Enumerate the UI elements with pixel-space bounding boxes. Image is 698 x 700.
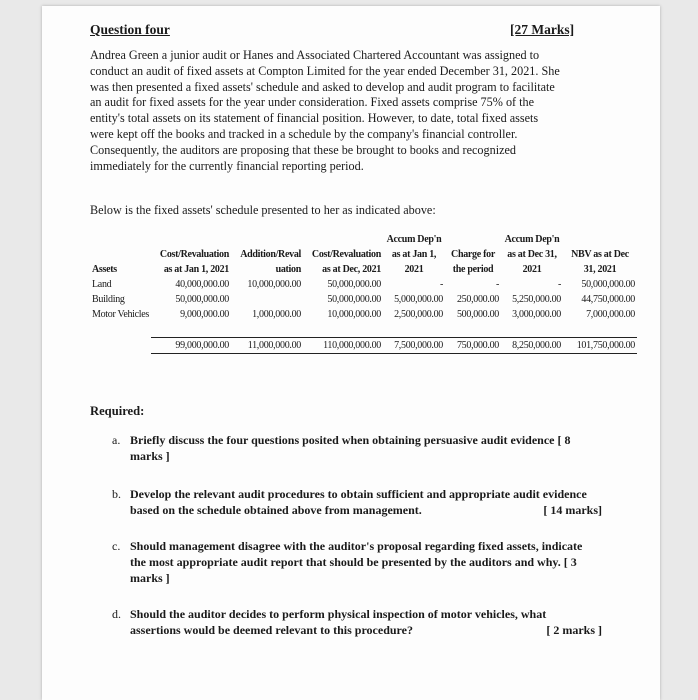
question-marks-b: [ 14 marks] — [543, 503, 602, 517]
table-cell: 9,000,000.00 — [180, 309, 229, 320]
table-cell: 50,000,000.00 — [327, 279, 381, 290]
table-cell: 10,000,000.00 — [327, 309, 381, 320]
table-cell: as at Jan 1, 2021 — [163, 264, 229, 275]
scenario-line: were kept off the books and tracked in a schedule by the company's financial controller. — [90, 126, 518, 141]
table-cell — [90, 232, 151, 247]
question-a — [112, 432, 602, 464]
question-title: Question four — [90, 22, 170, 37]
table-cell — [445, 232, 501, 247]
question-text: marks ] — [130, 571, 170, 585]
table-cell: 5,250,000.00 — [512, 294, 561, 305]
question-text: marks ] — [130, 449, 170, 463]
table-cell: 3,000,000.00 — [512, 309, 561, 320]
table-cell: 40,000,000.00 — [175, 279, 229, 290]
question-text: Should management disagree with the auditor's proposal regarding fixed assets, indicate — [130, 539, 583, 553]
table-header-row — [90, 232, 637, 247]
scenario-line: an audit for fixed assets for the year under consideration. Fixed assets comprise 75% of the — [90, 95, 535, 110]
table-cell: 500,000.00 — [456, 309, 499, 320]
question-text: Should the auditor decides to perform physical inspection of motor vehicles, what — [130, 607, 547, 621]
table-cell: 250,000.00 — [456, 294, 499, 305]
table-cell — [563, 232, 637, 247]
question-text: Develop the relevant audit procedures to obtain sufficient and appropriate audit evidence — [130, 487, 587, 501]
scenario-paragraph — [90, 48, 592, 174]
question-c — [112, 538, 602, 586]
table-cell: 5,000,000.00 — [394, 294, 443, 305]
scenario-line: immediately for the currently financial reporting period. — [90, 158, 364, 173]
question-letter: d. — [112, 607, 121, 621]
scenario-line: Consequently, the auditors are proposing that these be brought to books and recognized — [90, 142, 517, 157]
table-header-row — [90, 247, 637, 262]
question-text — [130, 502, 602, 518]
document-page — [42, 6, 660, 700]
table-row — [90, 277, 637, 292]
table-cell — [231, 232, 303, 247]
table-cell: Cost/Revaluation — [311, 249, 381, 260]
table-cell — [303, 232, 383, 247]
table-cell: Addition/Reval — [240, 249, 301, 260]
table-cell: 750,000.00 — [445, 337, 501, 353]
table-cell — [231, 292, 303, 307]
table-cell: 7,000,000.00 — [586, 309, 635, 320]
table-cell: - — [495, 279, 499, 290]
question-marks: [27 Marks] — [510, 22, 575, 37]
table-cell — [90, 337, 151, 353]
table-cell: 10,000,000.00 — [247, 279, 301, 290]
table-cell: NBV as at Dec — [571, 249, 629, 260]
table-row — [90, 307, 637, 322]
table-row — [90, 292, 637, 307]
question-d — [112, 606, 602, 638]
question-letter: c. — [112, 539, 121, 553]
table-cell: - — [557, 279, 561, 290]
table-cell: Motor Vehicles — [92, 309, 149, 320]
scenario-line: conduct an audit of fixed assets at Compton Limited for the year ended December 31, 2021. She — [90, 63, 560, 78]
table-cell: Building — [92, 294, 125, 305]
table-cell: Accum Dep'n — [386, 234, 442, 245]
table-cell: Land — [92, 279, 112, 290]
table-cell: as at Dec 31, — [507, 249, 557, 260]
table-cell: - — [439, 279, 443, 290]
table-cell: 11,000,000.00 — [231, 337, 303, 353]
table-cell: Charge for — [451, 249, 495, 260]
table-cell: the period — [452, 264, 494, 275]
table-cell: 110,000,000.00 — [303, 337, 383, 353]
table-cell: as at Dec, 2021 — [322, 264, 381, 275]
table-cell: Cost/Revaluation — [159, 249, 229, 260]
question-text: Briefly discuss the four questions posited when obtaining persuasive audit evidence [ 8 — [130, 433, 571, 447]
question-text: the most appropriate audit report that should be presented by the auditors and why. [ 3 — [130, 555, 577, 569]
table-cell: 99,000,000.00 — [151, 337, 231, 353]
table-total-row — [90, 337, 637, 353]
table-cell: 1,000,000.00 — [252, 309, 301, 320]
table-cell — [90, 247, 151, 262]
table-cell: 44,750,000.00 — [581, 294, 635, 305]
table-cell — [151, 232, 231, 247]
question-marks-d: [ 2 marks ] — [546, 623, 602, 637]
table-cell: 101,750,000.00 — [563, 337, 637, 353]
question-text-line: assertions would be deemed relevant to this procedure? — [130, 623, 413, 637]
table-cell: 2,500,000.00 — [394, 309, 443, 320]
scenario-line: Andrea Green a junior audit or Hanes and Associated Chartered Accountant was assigned to — [90, 48, 540, 62]
scenario-line: was then presented a fixed assets' schedule and asked to develop and audit program to facilitate — [90, 79, 555, 94]
required-heading: Required: — [90, 404, 145, 418]
table-header-row — [90, 262, 637, 277]
table-spacer — [90, 322, 637, 337]
table-cell: 2021 — [404, 264, 424, 275]
question-letter: a. — [112, 433, 121, 447]
scenario-line: entity's total assets on its statement of financial position. However, to date, total fixed assets — [90, 111, 539, 126]
table-cell: 2021 — [522, 264, 542, 275]
question-text-line: based on the schedule obtained above from management. — [130, 503, 422, 517]
table-cell: 50,000,000.00 — [175, 294, 229, 305]
table-cell: 50,000,000.00 — [581, 279, 635, 290]
table-cell: 31, 2021 — [583, 264, 617, 275]
table-cell: as at Jan 1, — [391, 249, 437, 260]
table-cell: Assets — [92, 264, 117, 275]
question-letter: b. — [112, 487, 121, 501]
table-cell: 8,250,000.00 — [501, 337, 563, 353]
fixed-assets-schedule — [90, 232, 637, 354]
table-cell: 50,000,000.00 — [327, 294, 381, 305]
schedule-intro: Below is the fixed assets' schedule presented to her as indicated above: — [90, 203, 436, 217]
question-text — [130, 622, 602, 638]
table-cell: 7,500,000.00 — [383, 337, 445, 353]
table-cell: Accum Dep'n — [504, 234, 560, 245]
question-b — [112, 486, 602, 518]
table-cell: uation — [275, 264, 301, 275]
